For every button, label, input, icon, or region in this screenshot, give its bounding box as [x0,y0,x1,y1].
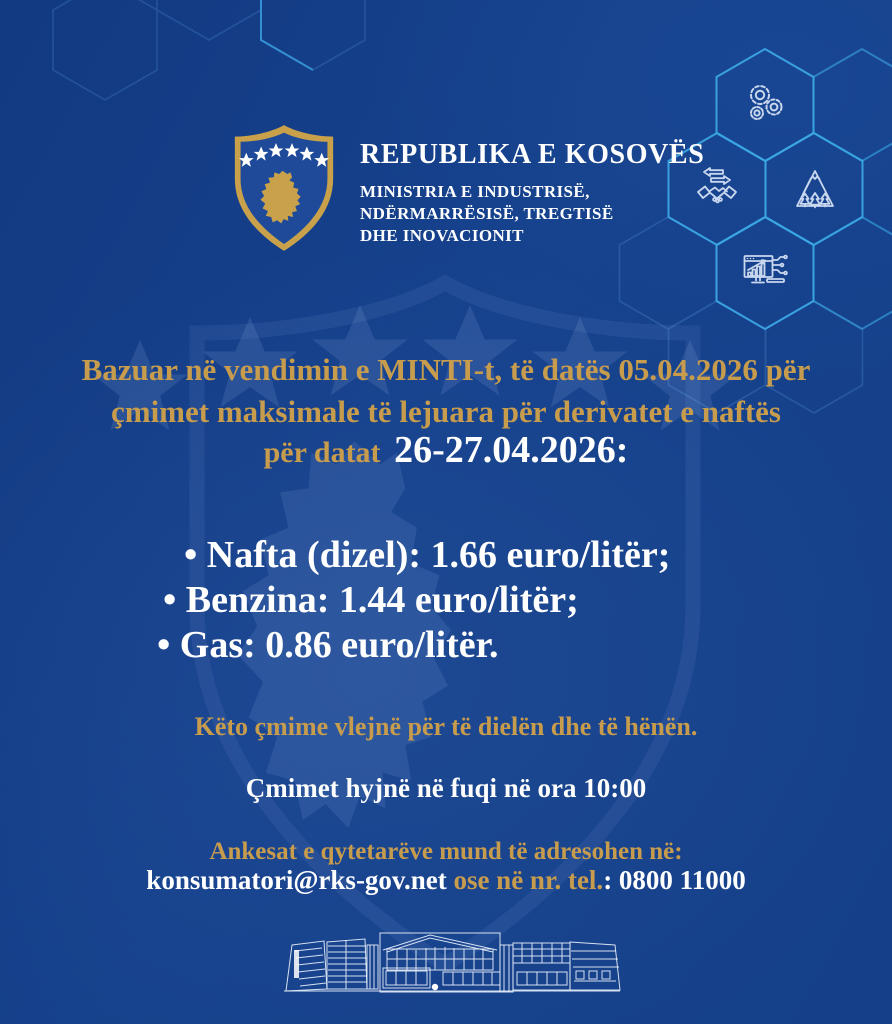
contact-phone: : 0800 11000 [603,865,746,895]
contact-details [0,865,892,896]
gears-icon [751,86,782,119]
fuel-price-list [0,533,892,668]
kosovo-coat-of-arms [226,124,342,252]
announcement-line-3 [0,428,892,472]
ministry-line-1: MINISTRIA E INDUSTRISË, [360,182,590,201]
dates-prefix: për datat [263,436,381,469]
validity-note: Këto çmime vlejnë për të dielën dhe të hënën. [194,712,698,741]
ministry-line-3: DHE INOVACIONIT [360,226,524,245]
dates-value: 26-27.04.2026: [394,429,629,471]
bright-hex-edge-top [261,0,313,70]
contact-email: konsumatori@rks-gov.net [146,865,447,895]
mountains-forest-icon [797,171,833,207]
announcement-line-2: çmimet maksimale të lejuara për derivatet e naftës [110,394,781,429]
effective-time-note: Çmimet hyjnë në fuqi në ora 10:00 [245,773,647,803]
header [226,124,704,252]
contact-intro: Ankesat e qytetarëve mund të adresohen në: [209,838,683,865]
republic-title: REPUBLIKA E KOSOVËS [360,139,705,170]
price-line-gas: • Gas: 0.86 euro/litër. [157,624,499,666]
ministry-line-2: NDËRMARRËSISË, TREGTISË [360,204,614,223]
price-line-diesel: • Nafta (dizel): 1.66 euro/litër; [184,534,671,576]
analytics-monitor-icon [745,256,787,283]
announcement-line-1: Bazuar në vendimin e MINTI-t, të datës 05.04.2026 për [81,352,811,387]
hexagon-pattern-top-left [53,0,365,100]
ministry-name [360,181,704,247]
contact-or-phone-label: ose në nr. tel. [446,865,604,895]
price-line-petrol: • Benzina: 1.44 euro/litër; [163,579,579,621]
